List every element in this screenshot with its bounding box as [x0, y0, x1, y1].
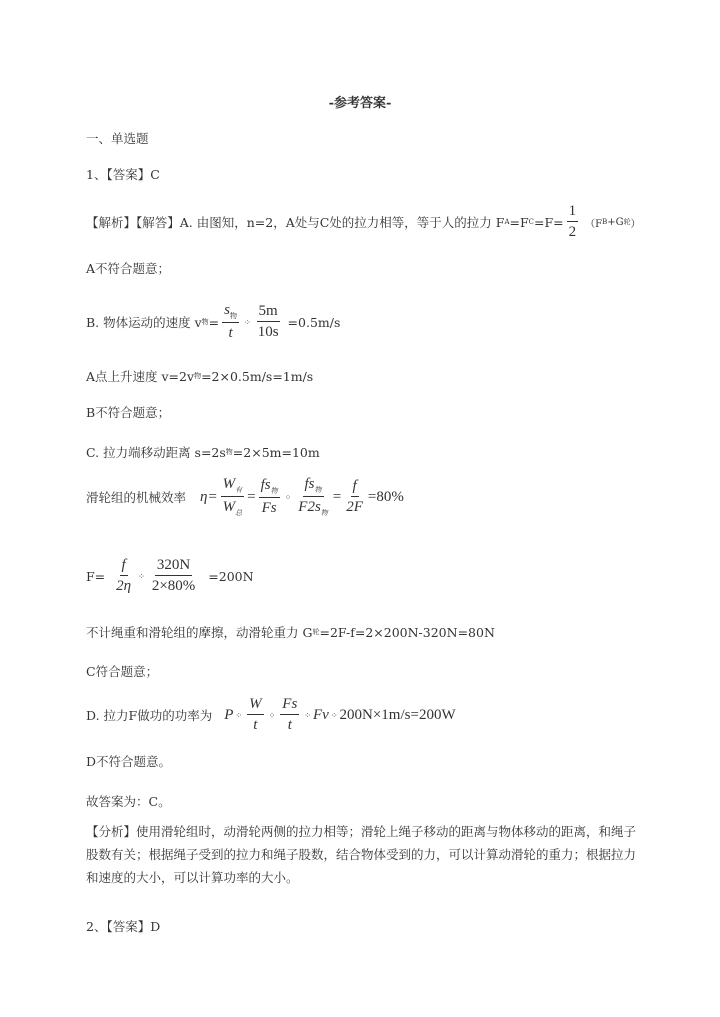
- text: =200N: [208, 568, 254, 584]
- denominator: 10s: [257, 324, 279, 340]
- numerator: W: [247, 696, 264, 715]
- q1-analysis-b: [86, 302, 340, 342]
- a-conclusion: A不符合题意；: [86, 261, 171, 276]
- fraction: [344, 478, 365, 516]
- text: =2×5m=10m: [232, 444, 320, 460]
- text: A点上升速度 v=2v: [86, 369, 195, 384]
- denominator: W: [222, 499, 236, 515]
- final-answer: 故答案为：C。: [86, 794, 171, 809]
- numerator: s: [224, 302, 230, 318]
- sub: 轮: [623, 218, 631, 226]
- text: =: [208, 314, 220, 330]
- numerator: Fs: [280, 696, 299, 715]
- symbol: ⁘: [284, 492, 292, 502]
- a-point-speed: [86, 367, 313, 385]
- sub: C: [528, 218, 535, 226]
- efficiency-formula: [86, 476, 404, 518]
- numerator: 5m: [257, 303, 280, 322]
- q1-answer: 1、【答案】C: [86, 167, 160, 182]
- pulley-weight: [86, 623, 495, 641]
- denominator: 2×80%: [151, 578, 196, 594]
- sub: 有: [235, 486, 243, 494]
- symbol: ⁘: [304, 710, 311, 720]
- numerator: fs: [304, 476, 315, 492]
- text: 滑轮组的机械效率: [86, 490, 187, 505]
- text: 200N×1m/s=200W: [339, 706, 456, 723]
- text: D. 拉力F做功的功率为: [86, 708, 213, 723]
- b-conclusion: B不符合题意；: [86, 405, 171, 420]
- text: （F: [585, 218, 603, 230]
- numerator: fs: [260, 477, 271, 493]
- sub: 物: [194, 372, 202, 380]
- sub: 物: [201, 318, 209, 326]
- fraction: [280, 696, 299, 734]
- symbol: ⁘: [330, 710, 338, 720]
- sub: 物: [314, 486, 322, 494]
- text: Fv: [312, 706, 329, 723]
- denominator: t: [287, 717, 292, 733]
- text: 【解析】【解答】A. 由图知，n=2，A处与C处的拉力相等，等于人的拉力 F: [86, 215, 505, 230]
- fraction: [256, 303, 281, 341]
- force-formula: [86, 557, 254, 595]
- symbol: ⁘: [244, 317, 251, 327]
- fraction: [222, 302, 239, 342]
- text: =0.5m/s: [287, 314, 341, 330]
- sub: 物: [320, 509, 328, 517]
- fraction: [221, 476, 245, 518]
- section-heading: 一、单选题: [86, 131, 149, 146]
- q2-answer: 2、【答案】D: [86, 919, 161, 934]
- text: B. 物体运动的速度 v: [86, 315, 202, 330]
- sub: 物: [230, 312, 237, 320]
- sub: 总: [235, 509, 243, 517]
- denominator: 2F: [346, 499, 363, 515]
- numerator: 320N: [155, 557, 192, 576]
- sub: 轮: [312, 628, 320, 636]
- text: 不计绳重和滑轮组的摩擦，动滑轮重力 G: [86, 625, 313, 640]
- symbol: ⁘: [235, 710, 243, 720]
- q1-analysis-c: [86, 443, 320, 461]
- numerator: W: [222, 476, 236, 492]
- text: F=: [86, 568, 106, 584]
- text: =2×0.5m/s=1m/s: [201, 368, 314, 384]
- fraction: [150, 557, 197, 595]
- text: η=: [200, 488, 218, 505]
- power-formula: [86, 696, 456, 734]
- numerator: f: [351, 478, 359, 497]
- fraction: [567, 203, 579, 241]
- denominator: Fs: [261, 500, 277, 516]
- symbol: ⁘: [268, 710, 276, 720]
- fraction: [114, 557, 133, 595]
- text: =: [332, 488, 342, 505]
- text: =: [247, 488, 256, 505]
- numerator: 1: [567, 203, 579, 222]
- page-title: -参考答案-: [328, 96, 392, 111]
- c-conclusion: C符合题意；: [86, 664, 159, 679]
- sub: 物: [225, 448, 233, 456]
- denominator: F2s: [298, 499, 321, 515]
- fraction: [259, 477, 280, 517]
- denominator: t: [253, 717, 258, 733]
- sub: A: [504, 218, 510, 226]
- numerator: f: [120, 557, 128, 576]
- sub: 物: [270, 487, 278, 495]
- text: +G: [607, 216, 624, 228]
- text: ）: [630, 218, 641, 230]
- text: =F=: [534, 214, 564, 230]
- text: =80%: [367, 488, 404, 505]
- text: P: [224, 706, 234, 723]
- sub: B: [602, 218, 608, 226]
- symbol: ⁘: [138, 571, 145, 581]
- denominator: 2η: [116, 578, 132, 594]
- denominator: t: [228, 325, 233, 341]
- q1-analysis-a: [86, 203, 641, 241]
- fraction: [247, 696, 264, 734]
- denominator: 2: [568, 224, 577, 240]
- text: =2F-f=2×200N-320N=80N: [319, 624, 495, 640]
- text: =F: [509, 214, 529, 230]
- d-conclusion: D不符合题意。: [86, 754, 172, 769]
- analysis-paragraph: 【分析】使用滑轮组时，动滑轮两侧的拉力相等；滑轮上绳子移动的距离与物体移动的距离，和绳子股数有关；根据绳子受到的拉力和绳子股数，结合物体受到的力，可以计算动滑轮的重力；根据拉力和速度的大小，可以计算功率的大小。: [86, 824, 637, 885]
- fraction: [296, 476, 330, 518]
- text: C. 拉力端移动距离 s=2s: [86, 445, 226, 460]
